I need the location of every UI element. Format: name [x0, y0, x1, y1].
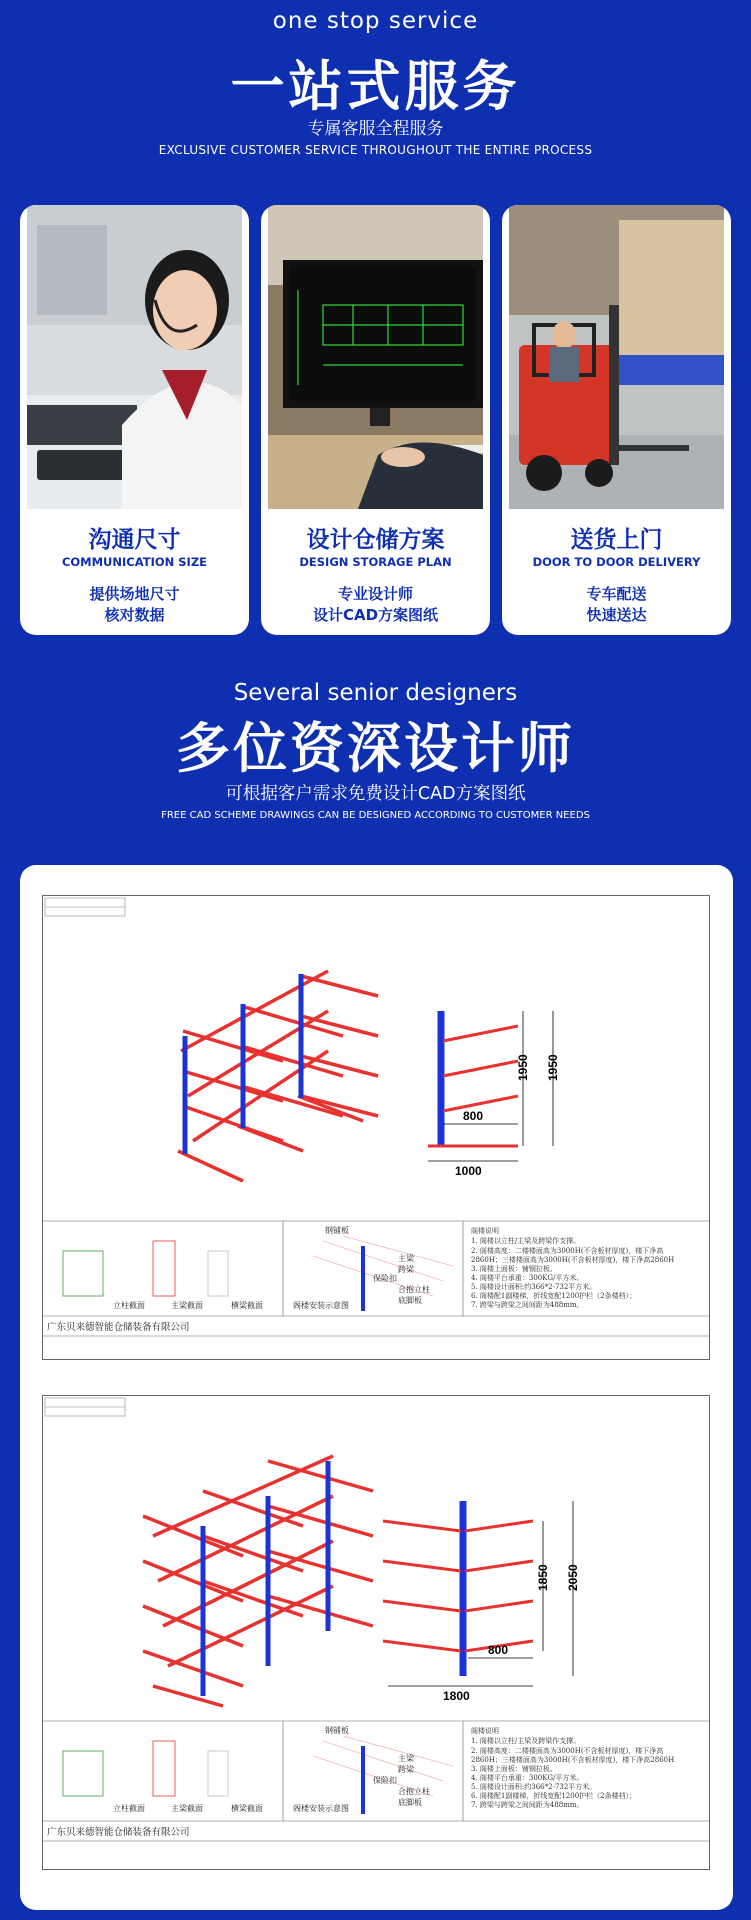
label-l3: 保险扣: [373, 1274, 397, 1283]
svg-text:2860H；三楼楼面高为3000H(不含板材厚度)，楼下净高: 2860H；三楼楼面高为3000H(不含板材厚度)，楼下净高2860H: [471, 1256, 675, 1264]
dim-height-1: 1950: [516, 1054, 530, 1081]
label-col: 立柱截面: [113, 1804, 145, 1813]
rack-3d-view: [143, 1456, 373, 1706]
card-title: 送货上门: [570, 527, 663, 553]
label-install: 阁楼安装示意图: [293, 1301, 349, 1310]
label-install: 阁楼安装示意图: [293, 1804, 349, 1813]
svg-text:4. 阁楼平台承重：300KG/平方米。: 4. 阁楼平台承重：300KG/平方米。: [471, 1774, 584, 1782]
card-title-en: DOOR TO DOOR DELIVERY: [532, 555, 701, 569]
dim-base: 1000: [455, 1164, 482, 1178]
drawings-panel: [20, 865, 733, 1910]
section2-subtitle-en: FREE CAD SCHEME DRAWINGS CAN BE DESIGNED ACCORDING TO CUSTOMER NEEDS: [161, 810, 590, 821]
card-desc-2: 快速送达: [586, 606, 647, 624]
forklift-delivery-photo: [509, 205, 724, 509]
svg-text:2. 阁楼高度：二楼楼面高为3000H(不含板材厚度)，楼下: 2. 阁楼高度：二楼楼面高为3000H(不含板材厚度)，楼下净高: [471, 1747, 664, 1755]
svg-text:4. 阁楼平台承重：300KG/平方米。: 4. 阁楼平台承重：300KG/平方米。: [471, 1274, 584, 1282]
rack-3d-view: [178, 971, 378, 1181]
label-l2: 跨梁: [398, 1765, 414, 1774]
service-card-delivery: [502, 205, 731, 635]
label-l5: 底脚板: [398, 1296, 422, 1305]
cad-drawing-1: [42, 895, 710, 1360]
label-l4: 合抱立柱: [398, 1787, 430, 1796]
svg-text:5. 阁楼设计面积:约366*2-732平方米。: 5. 阁楼设计面积:约366*2-732平方米。: [471, 1783, 597, 1791]
section2-subtitle: 可根据客户需求免费设计CAD方案图纸: [225, 784, 526, 804]
header-subtitle-en: EXCLUSIVE CUSTOMER SERVICE THROUGHOUT THE ENTIRE PROCESS: [158, 143, 593, 157]
header-subtitle: 专属客服全程服务: [307, 119, 444, 139]
company-name: 广东贝来德智能仓储装备有限公司: [47, 1322, 190, 1333]
notes-block: [471, 1726, 674, 1809]
svg-text:7. 跨梁与跨梁之间间距为488mm。: 7. 跨梁与跨梁之间间距为488mm。: [471, 1301, 584, 1309]
cad-monitor-photo: [268, 205, 483, 509]
card-desc-1: 专业设计师: [337, 585, 413, 603]
service-card-communication: [20, 205, 249, 635]
svg-text:阁楼说明: 阁楼说明: [471, 1727, 499, 1735]
label-beam: 主梁截面: [171, 1804, 203, 1813]
card-title-en: COMMUNICATION SIZE: [61, 555, 208, 569]
svg-text:5. 阁楼设计面积:约366*2-732平方米。: 5. 阁楼设计面积:约366*2-732平方米。: [471, 1283, 597, 1291]
dim-height-2: 2050: [566, 1564, 580, 1591]
svg-text:1. 阁楼以立柱/主梁及跨梁作支撑。: 1. 阁楼以立柱/主梁及跨梁作支撑。: [471, 1737, 581, 1745]
card-title: 沟通尺寸: [88, 527, 181, 553]
label-protect: 钢铺板: [325, 1226, 349, 1235]
svg-text:阁楼说明: 阁楼说明: [471, 1227, 499, 1235]
label-protect: 钢铺板: [325, 1726, 349, 1735]
card-title-en: DESIGN STORAGE PLAN: [299, 555, 452, 569]
section2-en: Several senior designers: [233, 680, 518, 706]
svg-text:2860H；三楼楼面高为3000H(不含板材厚度)，楼下净高: 2860H；三楼楼面高为3000H(不含板材厚度)，楼下净高2860H: [471, 1756, 675, 1764]
company-name: 广东贝来德智能仓储装备有限公司: [47, 1827, 190, 1838]
header-title: 一站式服务: [230, 55, 521, 118]
label-beam: 主梁截面: [171, 1301, 203, 1310]
label-arm: 横梁截面: [231, 1301, 263, 1310]
label-l1: 主梁: [398, 1754, 414, 1763]
svg-text:3. 阁楼上面板：铺钢拉板。: 3. 阁楼上面板：铺钢拉板。: [471, 1265, 557, 1273]
card-desc-2: 核对数据: [104, 606, 165, 624]
rack-side-view: [383, 1501, 580, 1703]
label-l3: 保险扣: [373, 1776, 397, 1785]
dim-height-2: 1950: [546, 1054, 560, 1081]
label-l1: 主梁: [398, 1254, 414, 1263]
header-en: one stop service: [272, 8, 479, 34]
svg-text:6. 阁楼配1副楼梯，折线宽配1200护栏（2条楼档）；: 6. 阁楼配1副楼梯，折线宽配1200护栏（2条楼档）；: [471, 1792, 637, 1800]
dim-arm: 800: [463, 1109, 484, 1123]
svg-text:3. 阁楼上面板：铺钢拉板。: 3. 阁楼上面板：铺钢拉板。: [471, 1765, 557, 1773]
dim-height-1: 1850: [536, 1564, 550, 1591]
label-col: 立柱截面: [113, 1301, 145, 1310]
svg-text:1. 阁楼以立柱/主梁及跨梁作支撑。: 1. 阁楼以立柱/主梁及跨梁作支撑。: [471, 1237, 581, 1245]
card-title: 设计仓储方案: [306, 527, 445, 553]
label-l4: 合抱立柱: [398, 1285, 430, 1294]
label-l5: 底脚板: [398, 1798, 422, 1807]
dim-arm: 800: [488, 1643, 509, 1657]
rack-side-view: [428, 1011, 560, 1178]
dim-base: 1800: [443, 1689, 470, 1703]
svg-text:6. 阁楼配1副楼梯，折线宽配1200护栏（2条楼档）；: 6. 阁楼配1副楼梯，折线宽配1200护栏（2条楼档）；: [471, 1292, 637, 1300]
customer-service-photo: [27, 205, 242, 509]
card-desc-1: 提供场地尺寸: [89, 585, 180, 603]
card-desc-1: 专车配送: [586, 585, 647, 603]
label-l2: 跨梁: [398, 1265, 414, 1274]
label-arm: 横梁截面: [231, 1804, 263, 1813]
section2-title: 多位资深设计师: [176, 717, 575, 780]
card-desc-2: 设计CAD方案图纸: [312, 606, 439, 624]
service-card-design: [261, 205, 490, 635]
notes-block: [471, 1226, 674, 1309]
svg-text:2. 阁楼高度：二楼楼面高为3000H(不含板材厚度)，楼下: 2. 阁楼高度：二楼楼面高为3000H(不含板材厚度)，楼下净高: [471, 1247, 664, 1255]
cad-drawing-2: [42, 1395, 710, 1870]
svg-text:7. 跨梁与跨梁之间间距为488mm。: 7. 跨梁与跨梁之间间距为488mm。: [471, 1801, 584, 1809]
